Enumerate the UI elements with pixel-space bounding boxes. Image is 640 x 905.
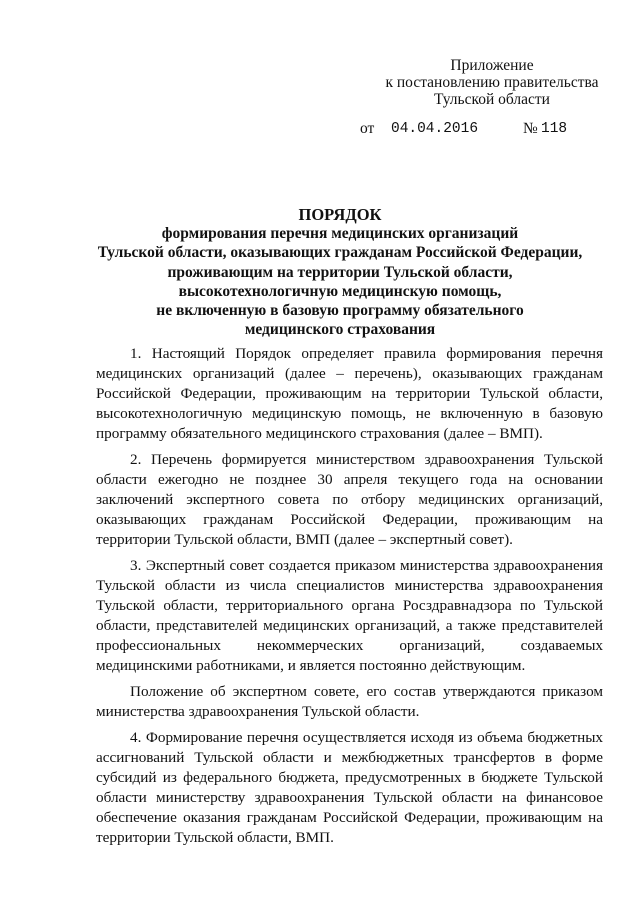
title-line: Тульской области, оказывающих гражданам Российской Федерации, bbox=[97, 244, 583, 262]
title-line: медицинского страхования bbox=[244, 321, 436, 339]
title-line: формирования перечня медицинских организаций bbox=[161, 225, 519, 243]
title-line: высокотехнологичную медицинскую помощь, bbox=[178, 282, 502, 300]
document-date: 04.04.2016 bbox=[391, 121, 479, 137]
number-label: № bbox=[523, 120, 538, 137]
paragraph-3: 3. Экспертный совет создается приказом министерства здравоохранения Тульской области из числа специалистов министерства здравоохранения Тульской области, территориального органа Росздравнадзора по Тульской области, представителей медицинских организаций, а также представителей профессиональных некоммерческих организаций, создаваемых медицинскими работниками, и является постоянно действующим. bbox=[96, 557, 603, 674]
title-heading: ПОРЯДОК bbox=[298, 205, 382, 224]
date-prefix: от bbox=[360, 120, 375, 137]
appendix-block bbox=[372, 57, 612, 108]
document-title bbox=[60, 205, 620, 339]
paragraph-3-note: Положение об экспертном совете, его состав утверждаются приказом министерства здравоохранения Тульской области. bbox=[96, 683, 603, 720]
title-line: проживающим на территории Тульской области, bbox=[167, 263, 513, 281]
appendix-line-3: Тульской области bbox=[434, 91, 550, 108]
paragraph-4: 4. Формирование перечня осуществляется исходя из объема бюджетных ассигнований Тульской области и межбюджетных трансфертов в форме субсидий из федерального бюджета, предусмотренных в бюджете Тульской области министерству здравоохранения Тульской области на финансовое обеспечение оказания гражданам Российской Федерации, проживающим на территории Тульской области, ВМП. bbox=[96, 729, 603, 846]
document-body bbox=[96, 344, 603, 854]
paragraph-1: 1. Настоящий Порядок определяет правила формирования перечня медицинских организаций (далее – перечень), оказывающих гражданам Российской Федерации, проживающим на территории Тульской области, высокотехнологичную медицинскую помощь, не включенную в базовую программу обязательного медицинского страхования (далее – ВМП). bbox=[96, 345, 603, 442]
appendix-line-1: Приложение bbox=[450, 57, 534, 74]
appendix-line-2: к постановлению правительства bbox=[385, 74, 599, 91]
paragraph-2: 2. Перечень формируется министерством здравоохранения Тульской области ежегодно не позднее 30 апреля текущего года на основании заключений экспертного совета по отбору медицинских организаций, оказывающих гражданам Российской Федерации, проживающим на территории Тульской области, ВМП (далее – экспертный совет). bbox=[96, 451, 603, 548]
title-line: не включенную в базовую программу обязательного bbox=[156, 302, 524, 320]
document-number: 118 bbox=[541, 121, 568, 137]
